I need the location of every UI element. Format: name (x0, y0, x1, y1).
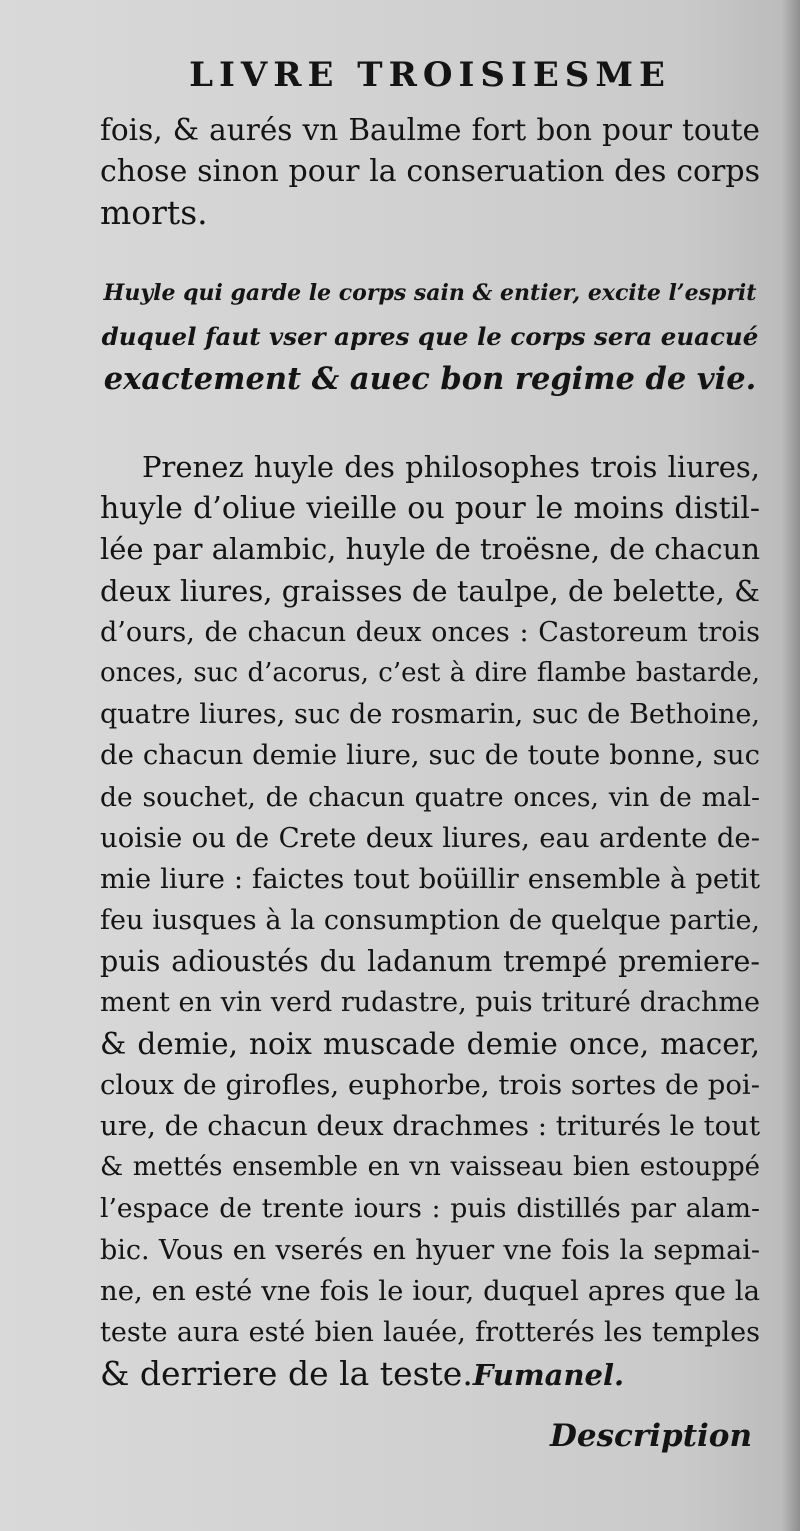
text-line: bic. Vous en vserés en hyuer vne fois la sepmai- (100, 1234, 760, 1266)
text-line: quatre liures, suc de rosmarin, suc de Bethoine, (100, 699, 760, 731)
text-line: teste aura esté bien lauée, frotterés les temples (100, 1316, 760, 1348)
text-line: mie liure : faictes tout boüillir ensemble à petit (100, 862, 760, 895)
text-line: l’espace de trente iours : puis distillés par alam- (100, 1193, 760, 1225)
text-line: cloux de girofles, euphorbe, trois sortes de poi- (100, 1068, 760, 1101)
text-line: de souchet, de chacun quatre onces, vin de mal- (100, 781, 760, 813)
text-line: morts. (100, 193, 208, 233)
page-binding-shadow (782, 0, 800, 1531)
text-line: uoisie ou de Crete deux liures, eau ardente de- (100, 821, 760, 854)
top-paragraph (100, 110, 760, 234)
text-line: fois, & aurés vn Baulme fort bon pour toute (100, 113, 760, 147)
heading-line: exactement & auec bon regime de vie. (103, 361, 757, 397)
text-line: ment en vin verd rudastre, puis trituré drachme (100, 987, 760, 1019)
text-line: deux liures, graisses de taulpe, de belette, & (100, 573, 760, 608)
final-line-text: & derriere de la teste. (100, 1354, 473, 1394)
text-line: Prenez huyle des philosophes trois liures, (142, 450, 760, 484)
text-line: ne, en esté vne fois le iour, duquel apres que la (100, 1274, 760, 1307)
text-line: chose sinon pour la conseruation des corps (100, 154, 760, 190)
text-line-final (100, 1353, 760, 1394)
text-line: puis adioustés du ladanum trempé premiere- (100, 945, 760, 979)
section-heading (100, 272, 760, 401)
text-line: de chacun demie liure, suc de toute bonne, suc (100, 739, 760, 772)
catchword: Description (549, 1418, 752, 1454)
text-line: ure, de chacun deux drachmes : triturés le tout (100, 1110, 760, 1142)
text-line: & demie, noix muscade demie once, macer, (100, 1026, 760, 1061)
text-line: feu iusques à la consumption de quelque partie, (100, 905, 760, 937)
text-line: huyle d’oliue vieille ou pour le moins distil- (100, 491, 760, 527)
text-line: lée par alambic, huyle de troësne, de chacun (100, 532, 761, 567)
recipe-paragraph (100, 447, 760, 1394)
attribution: Fumanel. (472, 1358, 625, 1393)
text-line: & mettés ensemble en vn vaisseau bien estouppé (100, 1152, 760, 1183)
text-line: d’ours, de chacun deux onces : Castoreum trois (100, 616, 760, 648)
heading-line: duquel faut vser apres que le corps sera euacué (101, 322, 759, 351)
heading-line: Huyle qui garde le corps sain & entier, excite l’esprit (103, 280, 757, 306)
text-line: onces, suc d’acorus, c’est à dire flambe bastarde, (100, 657, 760, 688)
running-head: LIVRE TROISIESME (189, 55, 671, 95)
